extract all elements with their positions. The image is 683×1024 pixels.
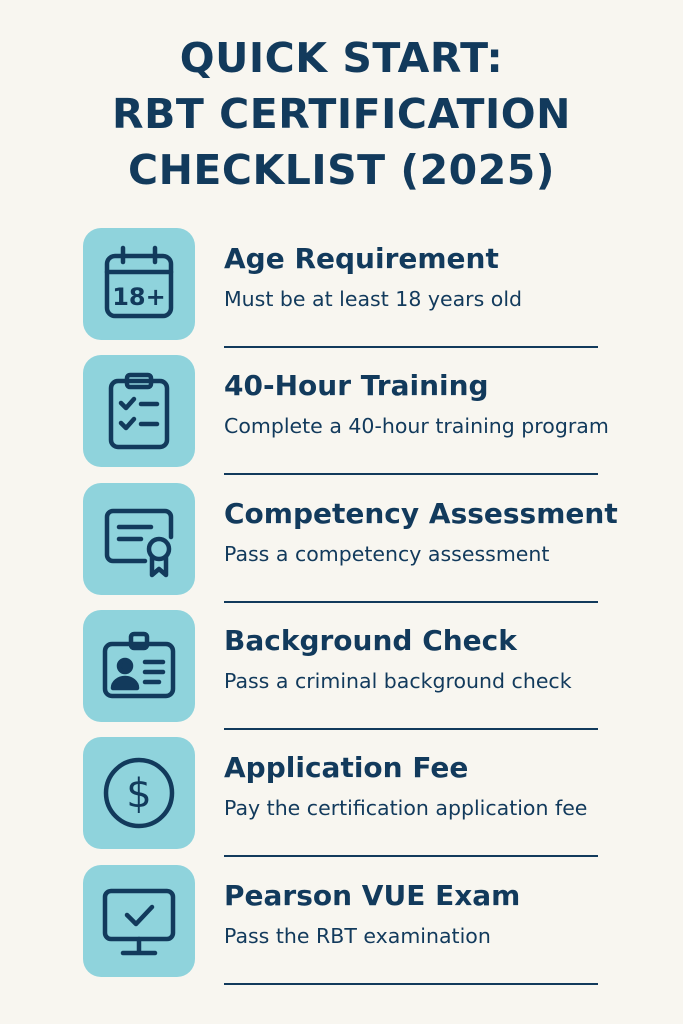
icon-tile bbox=[83, 483, 195, 595]
item-heading: Application Fee bbox=[224, 751, 469, 784]
dollar-coin-icon bbox=[97, 751, 181, 835]
item-description: Must be at least 18 years old bbox=[224, 287, 523, 311]
checklist-item-fee bbox=[83, 737, 603, 867]
item-description: Pass a criminal background check bbox=[224, 669, 572, 693]
title-line-2: RBT CERTIFICATION bbox=[112, 90, 571, 138]
divider bbox=[224, 346, 598, 348]
checklist-item-age bbox=[83, 228, 603, 358]
divider bbox=[224, 983, 598, 985]
monitor-check-icon bbox=[97, 879, 181, 963]
divider bbox=[224, 601, 598, 603]
item-heading: Competency Assessment bbox=[224, 497, 618, 530]
item-description: Pass a competency assessment bbox=[224, 542, 550, 566]
checklist-item-exam bbox=[83, 865, 603, 995]
id-badge-icon bbox=[97, 624, 181, 708]
icon-tile bbox=[83, 228, 195, 340]
clipboard-checklist-icon bbox=[97, 369, 181, 453]
checklist-item-training bbox=[83, 355, 609, 485]
title-line-1: QUICK START: bbox=[179, 34, 504, 82]
item-description: Pass the RBT examination bbox=[224, 924, 491, 948]
divider bbox=[224, 855, 598, 857]
checklist-item-competency bbox=[83, 483, 618, 613]
icon-tile bbox=[83, 610, 195, 722]
item-heading: Background Check bbox=[224, 624, 517, 657]
calendar-18-icon bbox=[97, 242, 181, 326]
svg-text:$: $ bbox=[126, 771, 152, 817]
divider bbox=[224, 473, 598, 475]
certificate-icon bbox=[97, 497, 181, 581]
item-heading: Pearson VUE Exam bbox=[224, 879, 521, 912]
icon-tile bbox=[83, 737, 195, 849]
icon-tile bbox=[83, 865, 195, 977]
icon-tile bbox=[83, 355, 195, 467]
divider bbox=[224, 728, 598, 730]
item-description: Complete a 40-hour training program bbox=[224, 414, 609, 438]
checklist-item-background bbox=[83, 610, 603, 740]
svg-text:18+: 18+ bbox=[112, 283, 166, 311]
title-line-3: CHECKLIST (2025) bbox=[127, 146, 555, 194]
item-description: Pay the certification application fee bbox=[224, 796, 588, 820]
item-heading: Age Requirement bbox=[224, 242, 499, 275]
item-heading: 40-Hour Training bbox=[224, 369, 489, 402]
page-title bbox=[0, 30, 683, 198]
